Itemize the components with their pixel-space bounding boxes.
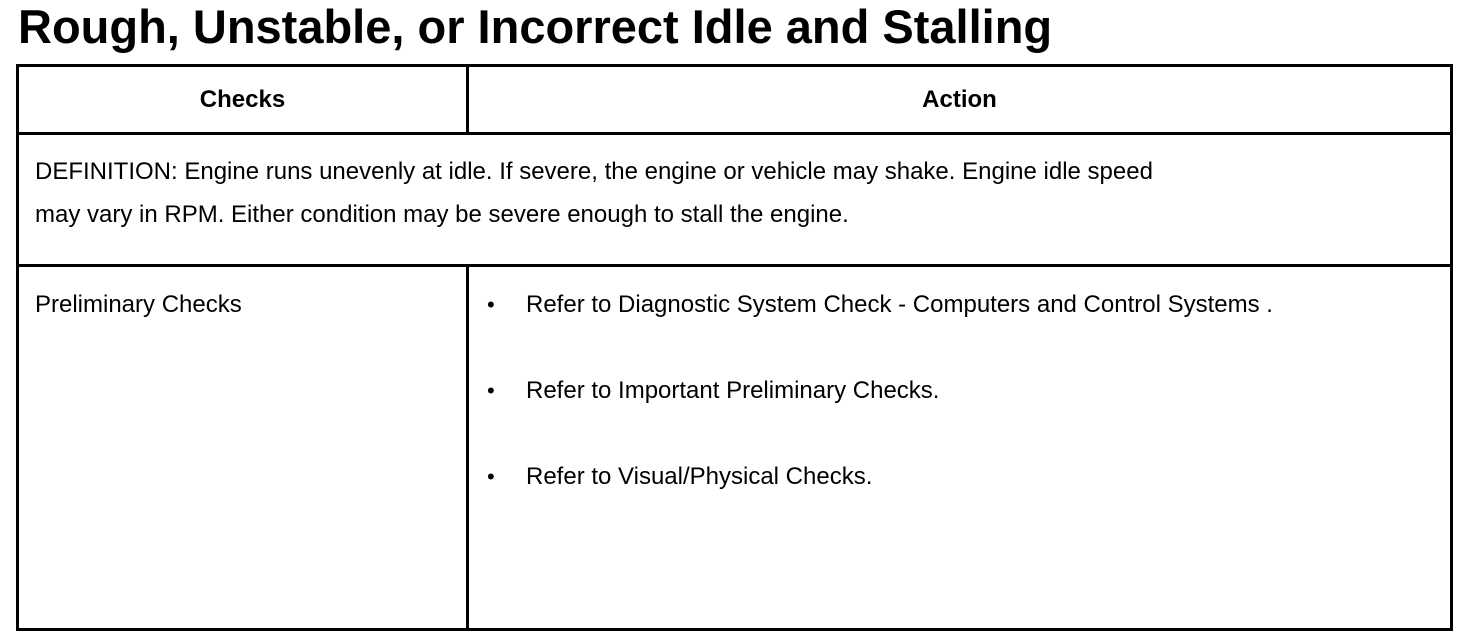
action-cell (468, 266, 1452, 630)
action-text: Refer to Diagnostic System Check - Computers and Control Systems . (526, 291, 1273, 318)
table-row (18, 266, 1452, 630)
action-item (469, 376, 1450, 462)
definition-row (18, 134, 1452, 266)
check-label-preliminary: Preliminary Checks (35, 291, 242, 318)
definition-text-line-1: DEFINITION: Engine runs unevenly at idle. If severe, the engine or vehicle may shake. Engine idle speed (35, 158, 1153, 185)
bullet-icon: • (487, 292, 495, 317)
definition-text-line-2: may vary in RPM. Either condition may be severe enough to stall the engine. (35, 201, 849, 228)
column-header-checks: Checks (18, 66, 468, 134)
table-header-row (18, 66, 1452, 134)
bullet-icon: • (487, 464, 495, 489)
definition-cell (18, 134, 1452, 266)
action-item (469, 462, 1450, 548)
action-text: Refer to Visual/Physical Checks. (526, 463, 873, 490)
action-item (469, 290, 1450, 376)
action-list (469, 267, 1450, 548)
page-title: Rough, Unstable, or Incorrect Idle and Stalling (18, 0, 1053, 53)
checks-cell (18, 266, 468, 630)
diagnostic-table (16, 64, 1453, 631)
column-header-action: Action (468, 66, 1452, 134)
bullet-icon: • (487, 378, 495, 403)
action-text: Refer to Important Preliminary Checks. (526, 377, 940, 404)
